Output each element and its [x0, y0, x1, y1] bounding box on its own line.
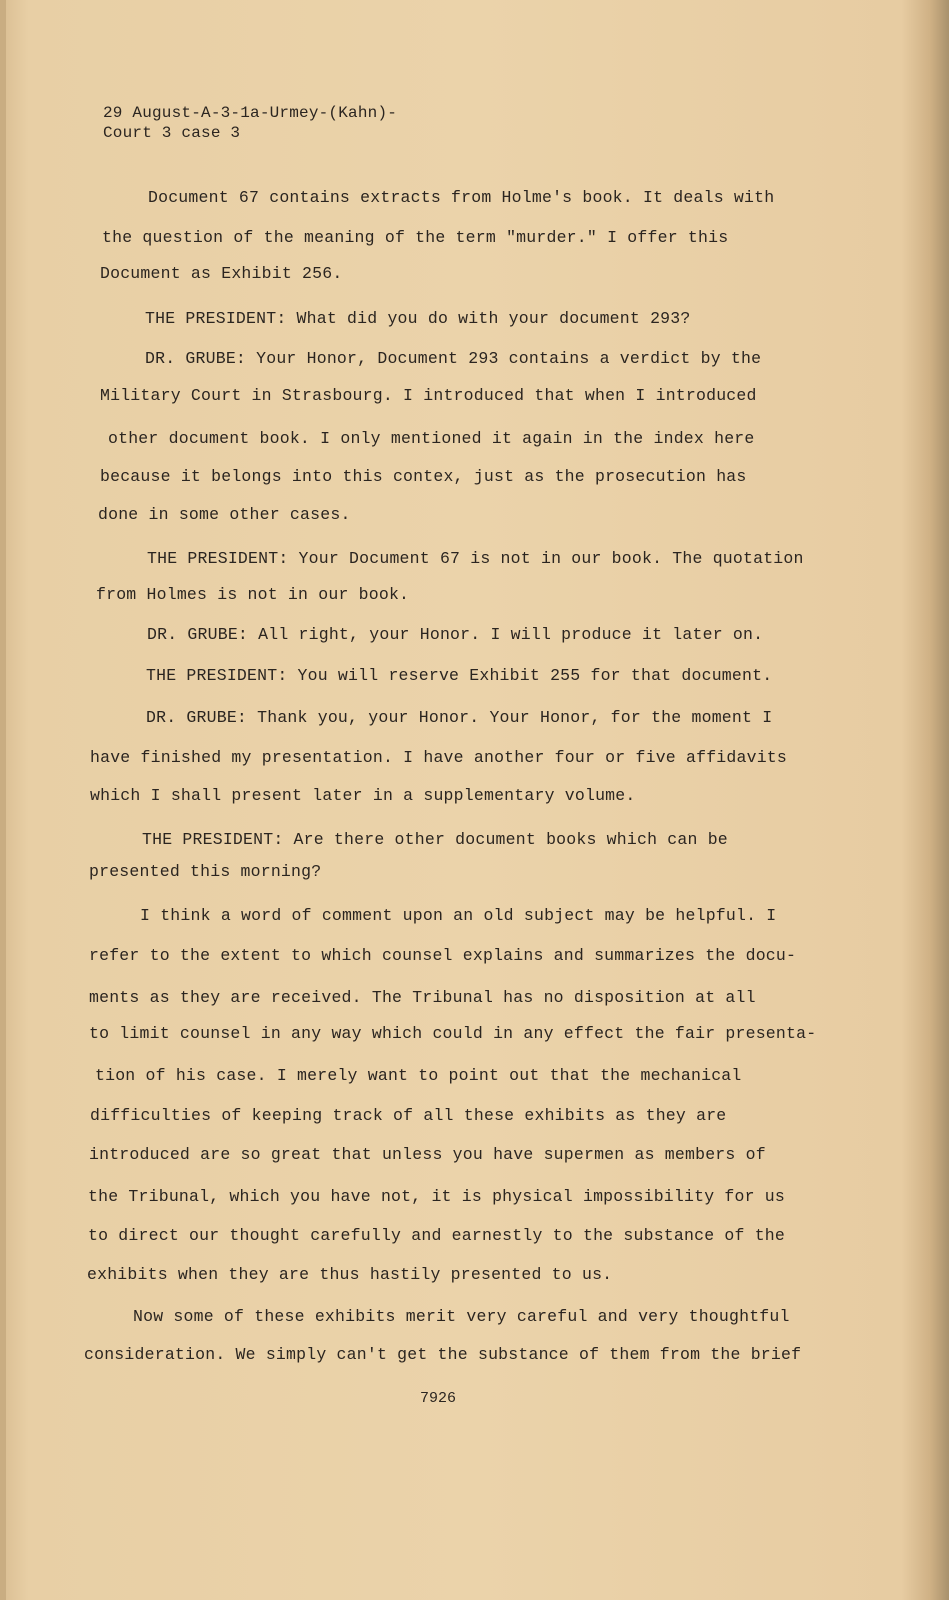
text-line: ments as they are received. The Tribunal has no disposition at all [89, 988, 756, 1007]
page-edge [0, 0, 6, 1600]
text-line: the Tribunal, which you have not, it is physical impossibility for us [88, 1187, 786, 1206]
text-line: from Holmes is not in our book. [96, 585, 410, 604]
text-line: DR. GRUBE: Your Honor, Document 293 contains a verdict by the [145, 349, 762, 368]
text-line: Document as Exhibit 256. [100, 264, 343, 283]
text-line: exhibits when they are thus hastily presented to us. [87, 1265, 613, 1284]
text-line: refer to the extent to which counsel explains and summarizes the docu- [89, 946, 797, 965]
text-line: difficulties of keeping track of all these exhibits as they are [90, 1106, 727, 1125]
text-line: Now some of these exhibits merit very careful and very thoughtful [133, 1307, 790, 1326]
text-line: consideration. We simply can't get the substance of them from the brief [84, 1345, 802, 1364]
text-line: THE PRESIDENT: You will reserve Exhibit 255 for that document. [146, 666, 773, 685]
text-line: THE PRESIDENT: Your Document 67 is not in our book. The quotation [147, 549, 804, 568]
text-line: THE PRESIDENT: What did you do with your document 293? [145, 309, 691, 328]
text-line: done in some other cases. [98, 505, 351, 524]
text-line: have finished my presentation. I have another four or five affidavits [90, 748, 788, 767]
text-line: tion of his case. I merely want to point out that the mechanical [95, 1066, 742, 1085]
text-line: presented this morning? [89, 862, 322, 881]
header-line-court: Court 3 case 3 [103, 124, 241, 142]
text-line: THE PRESIDENT: Are there other document books which can be [142, 830, 728, 849]
text-line: the question of the meaning of the term "murder." I offer this [102, 228, 729, 247]
header-line-date: 29 August-A-3-1a-Urmey-(Kahn)- [103, 104, 398, 122]
text-line: to direct our thought carefully and earnestly to the substance of the [88, 1226, 786, 1245]
page-number: 7926 [420, 1390, 457, 1407]
text-line: Military Court in Strasbourg. I introduced that when I introduced [100, 386, 757, 405]
text-line: introduced are so great that unless you have supermen as members of [89, 1145, 766, 1164]
text-line: which I shall present later in a supplementary volume. [90, 786, 636, 805]
text-line: DR. GRUBE: All right, your Honor. I will produce it later on. [147, 625, 764, 644]
text-line: to limit counsel in any way which could in any effect the fair presenta- [89, 1024, 817, 1043]
text-line: Document 67 contains extracts from Holme's book. It deals with [148, 188, 775, 207]
text-line: I think a word of comment upon an old subject may be helpful. I [140, 906, 777, 925]
text-line: because it belongs into this contex, just as the prosecution has [100, 467, 747, 486]
text-line: DR. GRUBE: Thank you, your Honor. Your Honor, for the moment I [146, 708, 773, 727]
text-line: other document book. I only mentioned it again in the index here [108, 429, 755, 448]
